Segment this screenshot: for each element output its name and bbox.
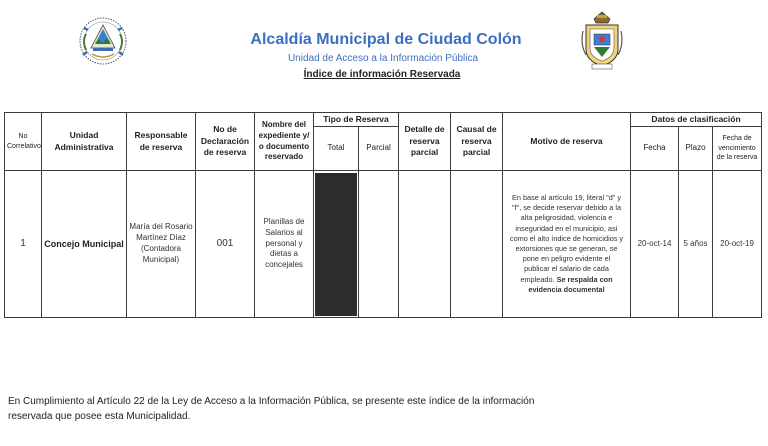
header-unidad: Unidad Administrativa: [42, 113, 127, 171]
header-motivo: Motivo de reserva: [503, 113, 631, 171]
header-tipo-reserva: Tipo de Reserva: [314, 113, 399, 127]
cell-parcial: [359, 171, 399, 318]
footer-note: En Cumplimiento al Artículo 22 de la Ley de Acceso a la Información Pública, se presente este índice de la información reservada que posee esta Municipalidad.: [8, 396, 535, 422]
header-clasificacion: Datos de clasificación: [631, 113, 762, 127]
header-vencimiento: Fecha de vencimiento de la reserva: [713, 127, 762, 171]
table-row: [5, 171, 762, 318]
cell-plazo: 5 años: [679, 171, 713, 318]
reserved-info-table: [4, 112, 762, 318]
redaction-bar: [315, 173, 357, 316]
header-total: Total: [314, 127, 359, 171]
motivo-bold-text: Se respalda con evidencia documental: [528, 274, 613, 294]
header-correlativo: No Correlativo: [5, 113, 42, 171]
cell-total-redacted: [314, 171, 359, 318]
motivo-text: En base al artículo 19, literal "d" y "f", se decide reservar debido a la alta peligrosidad, violencia e inseguridad en el municipio, así como el alto índice de homicidios y extorsiones que se generan, se pone en peligro evidente el publicar el salario de cada empleado.: [509, 192, 624, 284]
header-causal: Causal de reserva parcial: [451, 113, 503, 171]
header-declaracion: No de Declaración de reserva: [196, 113, 255, 171]
header-parcial: Parcial: [359, 127, 399, 171]
header-plazo: Plazo: [679, 127, 713, 171]
page-title: Alcaldía Municipal de Ciudad Colón: [250, 31, 522, 48]
cell-vencimiento: 20-oct-19: [713, 171, 762, 318]
header-fecha: Fecha: [631, 127, 679, 171]
cell-declaracion: 001: [196, 171, 255, 318]
cell-motivo: [503, 171, 631, 318]
unit-subtitle: Unidad de Acceso a la Información Pública: [287, 53, 479, 64]
cell-correlativo: 1: [5, 171, 42, 318]
cell-unidad: Concejo Municipal: [42, 171, 127, 318]
header-detalle: Detalle de reserva parcial: [399, 113, 451, 171]
cell-detalle: [399, 171, 451, 318]
index-title: Índice de información Reservada: [303, 69, 461, 80]
cell-fecha: 20-oct-14: [631, 171, 679, 318]
cell-expediente: Planillas de Salarios al personal y dietas a concejales: [255, 171, 314, 318]
header-responsable: Responsable de reserva: [127, 113, 196, 171]
cell-causal: [451, 171, 503, 318]
cell-responsable: María del Rosario Martínez Díaz (Contadora Municipal): [127, 171, 196, 318]
header-expediente: Nombre del expediente y/ o documento reservado: [255, 113, 314, 171]
